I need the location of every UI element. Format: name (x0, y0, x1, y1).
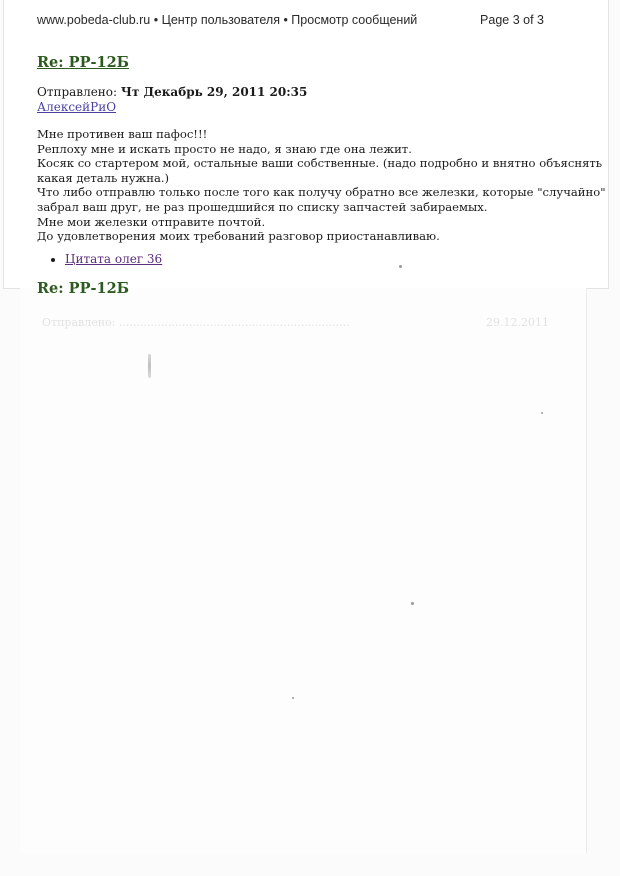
faint-bleedthrough-line: Отправлено: .................................................................. (42, 316, 350, 329)
body-line: Реплоху мне и искать просто не надо, я знаю где она лежит. (37, 141, 412, 156)
print-header (37, 13, 557, 31)
post-actions-list (48, 252, 162, 266)
body-line: Мне противен ваш пафос!!! (37, 127, 208, 141)
post-title[interactable]: Re: РР-12Б (37, 54, 130, 71)
body-line: Мне мои железки отправите почтой. (37, 214, 266, 229)
header-url-path: www.pobeda-club.ru • Центр пользователя • Просмотр сообщений (37, 13, 418, 27)
sent-date: Чт Декабрь 29, 2011 20:35 (120, 85, 308, 99)
sent-label: Отправлено: (37, 85, 118, 99)
quote-link[interactable]: Цитата олег 36 (65, 252, 163, 266)
faint-bleedthrough-date: 29.12.2011 (486, 316, 549, 329)
body-line: Что либо отправлю только после того как получу обратно все железки, которые "случайно" (37, 185, 606, 200)
author-link[interactable]: АлексейРиО (37, 100, 117, 114)
post-meta (37, 85, 307, 115)
header-page-indicator: Page 3 of 3 (480, 13, 544, 27)
scan-speck (399, 265, 402, 268)
body-line: До удовлетворения моих требований разговор приостанавливаю. (37, 229, 440, 244)
body-line: какая деталь нужна.) (37, 170, 170, 185)
scan-speck (411, 602, 414, 605)
post-body (37, 127, 606, 244)
body-line: забрал ваш друг, не раз прошедшийся по списку запчастей забираемых. (37, 199, 488, 214)
scan-speck (292, 697, 294, 699)
scan-scratch (148, 354, 151, 378)
list-item (65, 252, 162, 266)
next-post-title-fragment (37, 280, 129, 288)
scan-speck (541, 412, 543, 414)
body-line: Косяк со стартером мой, остальные ваши собственные. (надо подробно и внятно объяснять (37, 156, 603, 171)
lower-page-area (20, 288, 587, 853)
